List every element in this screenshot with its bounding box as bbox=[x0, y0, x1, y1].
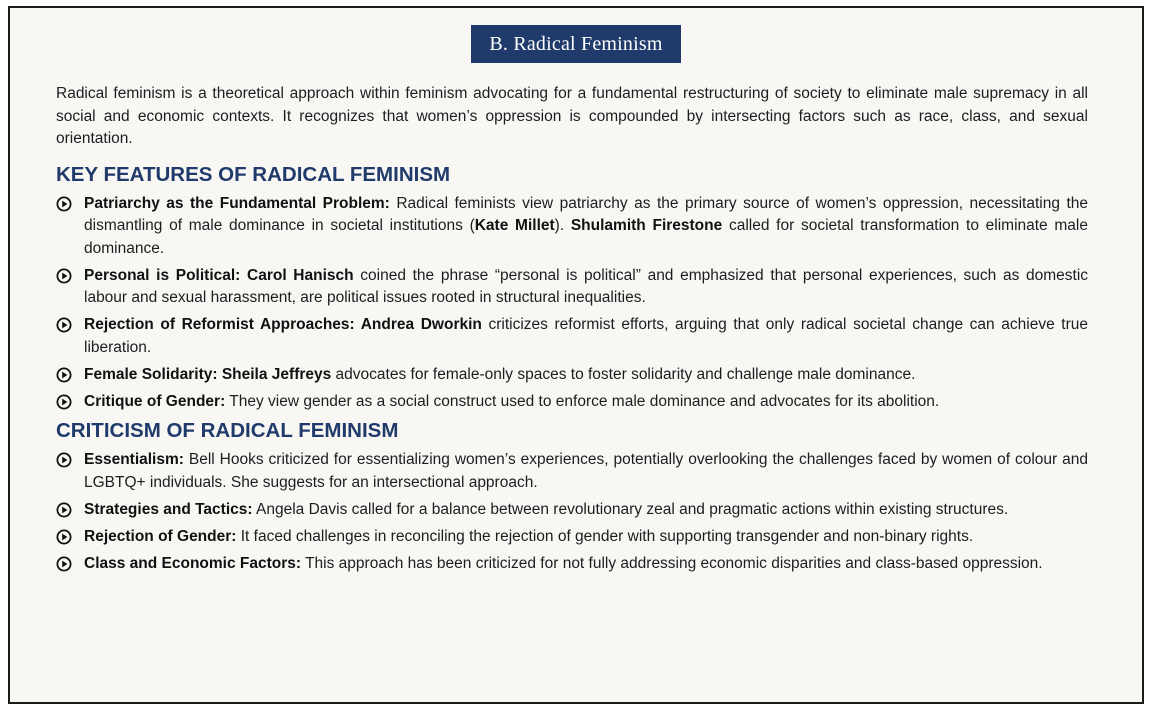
play-bullet-icon bbox=[56, 196, 72, 212]
list-item bbox=[56, 193, 1088, 261]
play-bullet-icon bbox=[56, 556, 72, 572]
item-text: Angela Davis called for a balance between revolutionary zeal and pragmatic actions within existing structures. bbox=[252, 500, 1009, 518]
item-label: Critique of Gender: bbox=[84, 392, 226, 410]
key-features-list bbox=[56, 193, 1088, 414]
list-item bbox=[56, 314, 1088, 359]
item-label: Patriarchy as the Fundamental Problem: bbox=[84, 194, 390, 212]
list-item bbox=[56, 553, 1088, 576]
list-item bbox=[56, 265, 1088, 310]
play-bullet-icon bbox=[56, 367, 72, 383]
criticism-list bbox=[56, 449, 1088, 575]
play-bullet-icon bbox=[56, 317, 72, 333]
item-name: Sheila Jeffreys bbox=[217, 365, 332, 383]
section-title: B. Radical Feminism bbox=[471, 25, 680, 63]
list-item bbox=[56, 499, 1088, 522]
item-text: This approach has been criticized for not fully addressing economic disparities and class-based oppression. bbox=[301, 554, 1043, 572]
item-text: Radical feminists view patriarchy as the primary source of women’s oppression, necessitating the dismantling of male dominance in societal institutions ( bbox=[84, 194, 1088, 234]
item-label: Essentialism: bbox=[84, 451, 184, 468]
item-text: It faced challenges in reconciling the rejection of gender with supporting transgender and non-binary rights. bbox=[236, 527, 974, 545]
intro-paragraph: Radical feminism is a theoretical approach within feminism advocating for a fundamental restructuring of society to eliminate male supremacy in all social and economic contexts. It recognizes that women’s oppression is compounded by intersecting factors such as race, class, and sexual orientation. bbox=[56, 85, 1088, 147]
item-name: Kate Millet bbox=[474, 217, 555, 234]
item-label: Personal is Political: bbox=[84, 266, 241, 284]
play-bullet-icon bbox=[56, 268, 72, 284]
item-label: Rejection of Reformist Approaches: bbox=[84, 316, 355, 333]
item-name: Shulamith Firestone bbox=[570, 217, 723, 234]
play-bullet-icon bbox=[56, 529, 72, 545]
list-item bbox=[56, 449, 1088, 494]
key-features-heading: KEY FEATURES OF RADICAL FEMINISM bbox=[56, 162, 451, 186]
item-text: coined the phrase “personal is political” and emphasized that personal experiences, such as domestic labour and sexual harassment, are political issues rooted in structural inequalities. bbox=[84, 266, 1089, 306]
item-label: Class and Economic Factors: bbox=[84, 554, 302, 572]
item-name: Carol Hanisch bbox=[240, 266, 354, 284]
item-text: Bell Hooks criticized for essentializing women’s experiences, potentially overlooking the challenges faced by women of colour and LGBTQ+ individuals. She suggests for an intersectional approach. bbox=[84, 451, 1088, 491]
list-item bbox=[56, 526, 1088, 549]
item-text: They view gender as a social construct used to enforce male dominance and advocates for its abolition. bbox=[225, 392, 940, 410]
document-page bbox=[8, 6, 1144, 704]
item-name: Andrea Dworkin bbox=[354, 316, 482, 333]
item-text: advocates for female-only spaces to foster solidarity and challenge male dominance. bbox=[331, 365, 916, 383]
item-label: Strategies and Tactics: bbox=[84, 500, 253, 518]
item-label: Rejection of Gender: bbox=[84, 527, 237, 545]
play-bullet-icon bbox=[56, 394, 72, 410]
list-item bbox=[56, 391, 1088, 414]
list-item bbox=[56, 364, 1088, 387]
item-text: called for societal transformation to eliminate male dominance. bbox=[84, 217, 1088, 257]
title-wrap bbox=[10, 25, 1142, 63]
play-bullet-icon bbox=[56, 452, 72, 468]
play-bullet-icon bbox=[56, 502, 72, 518]
criticism-heading: CRITICISM OF RADICAL FEMINISM bbox=[56, 419, 399, 442]
content bbox=[56, 83, 1088, 580]
item-label: Female Solidarity: bbox=[84, 365, 218, 383]
item-text: criticizes reformist efforts, arguing that only radical societal change can achieve true liberation. bbox=[84, 316, 1088, 356]
item-text: ). bbox=[554, 217, 571, 234]
